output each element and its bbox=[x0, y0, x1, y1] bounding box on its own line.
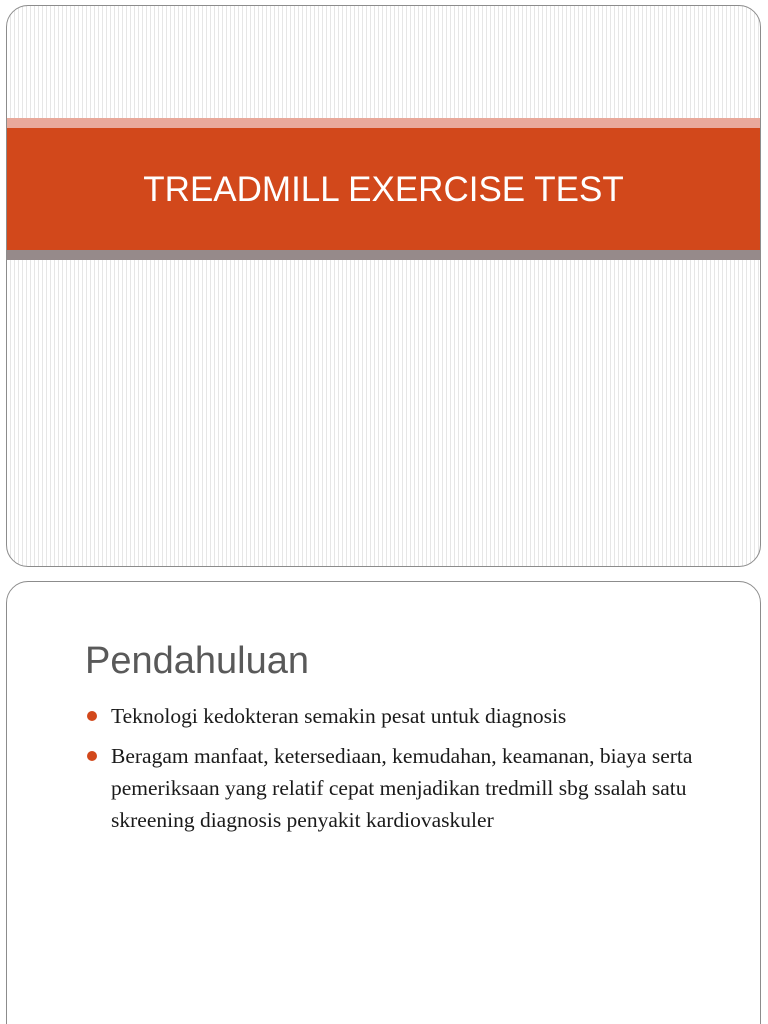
title-slide bbox=[6, 5, 761, 567]
bullet-item bbox=[85, 740, 735, 836]
slide-title: TREADMILL EXERCISE TEST bbox=[143, 170, 624, 209]
bullet-item bbox=[85, 700, 735, 732]
bullet-list bbox=[85, 700, 735, 844]
title-band-bottom-stripe bbox=[7, 250, 760, 260]
bullet-text: Beragam manfaat, ketersediaan, kemudahan, keamanan, biaya serta pemeriksaan yang relatif cepat menjadikan tredmill sbg ssalah satu skreening diagnosis penyakit kardiovaskuler bbox=[111, 744, 693, 832]
content-slide bbox=[6, 581, 761, 1024]
title-band bbox=[7, 128, 760, 250]
title-band-top-stripe bbox=[7, 118, 760, 128]
bullet-text: Teknologi kedokteran semakin pesat untuk diagnosis bbox=[111, 704, 567, 728]
bullet-dot-icon bbox=[87, 751, 97, 761]
slide-heading: Pendahuluan bbox=[85, 640, 309, 682]
bullet-dot-icon bbox=[87, 711, 97, 721]
